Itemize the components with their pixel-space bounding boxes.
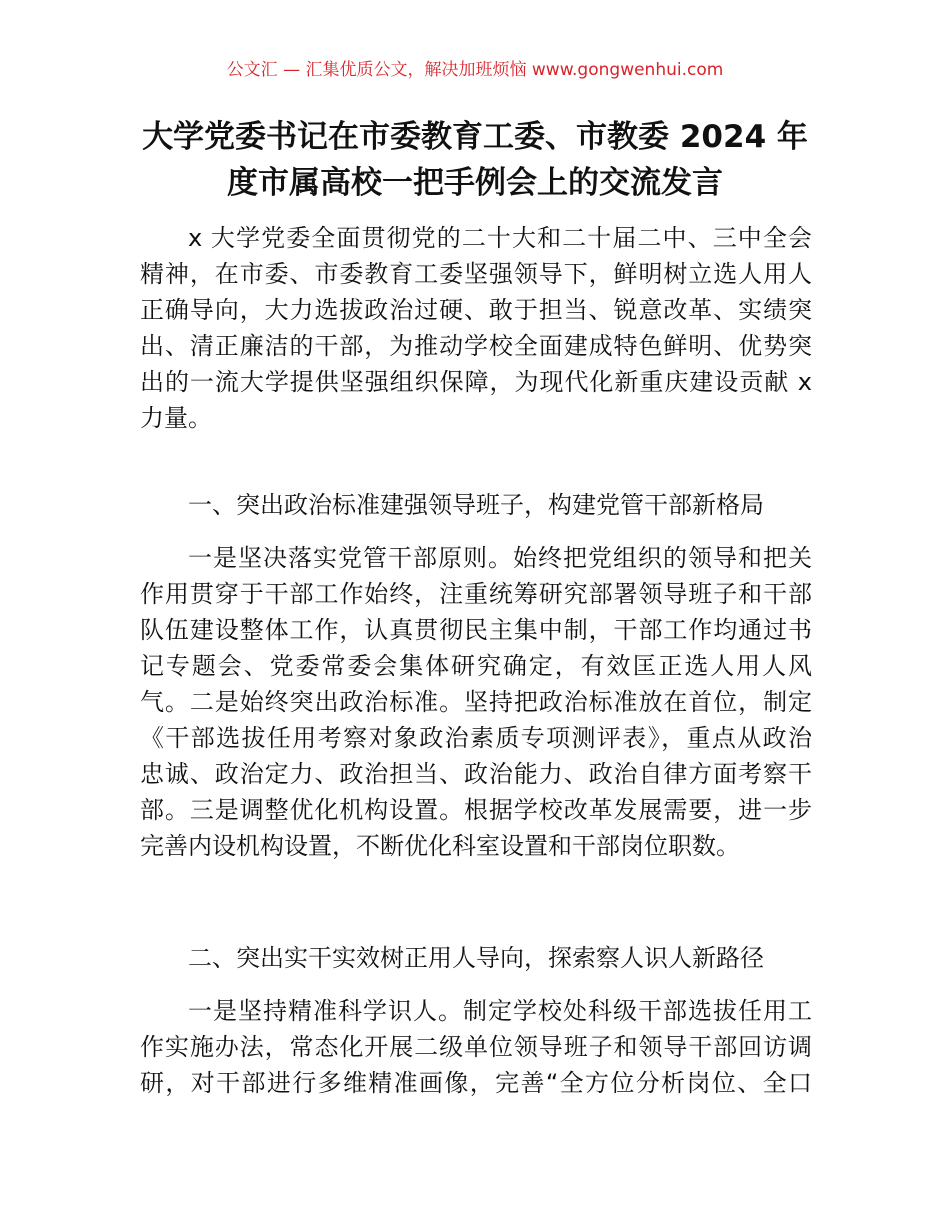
text-line: 忠诚、政治定力、政治担当、政治能力、政治自律方面考察干 [140,760,812,788]
paragraph-intro [140,220,812,436]
text-line: 一是坚决落实党管干部原则。始终把党组织的领导和把关 [188,544,812,572]
text-line: 记专题会、党委常委会集体研究确定，有效匡正选人用人风 [140,652,812,680]
text-line: 队伍建设整体工作，认真贯彻民主集中制，干部工作均通过书 [140,616,812,644]
text-line: 力量。 [140,404,212,432]
text-line: 研，对干部进行多维精准画像，完善“全方位分析岗位、全口 [140,1069,812,1097]
text-line: 气。二是始终突出政治标准。坚持把政治标准放在首位，制定 [140,688,812,716]
paragraph-section-2 [140,993,812,1101]
text-line: 出、清正廉洁的干部，为推动学校全面建成特色鲜明、优势突 [140,332,812,360]
section-heading-1 [140,487,812,523]
text-line: 部。三是调整优化机构设置。根据学校改革发展需要，进一步 [140,796,812,824]
text-line: 一、突出政治标准建强领导班子，构建党管干部新格局 [188,491,764,519]
document-title [120,114,830,206]
text-line: 出的一流大学提供坚强组织保障，为现代化新重庆建设贡献 x [140,368,812,396]
text-line: 完善内设机构设置，不断优化科室设置和干部岗位职数。 [140,832,740,860]
site-header-banner: 公文汇 — 汇集优质公文，解决加班烦恼 www.gongwenhui.com [226,60,724,80]
text-line: x 大学党委全面贯彻党的二十大和二十届二中、三中全会 [188,224,812,252]
text-line: 作用贯穿于干部工作始终，注重统筹研究部署领导班子和干部 [140,580,812,608]
text-line: 作实施办法，常态化开展二级单位领导班子和领导干部回访调 [140,1033,812,1061]
text-line: 二、突出实干实效树正用人导向，探索察人识人新路径 [188,944,764,972]
text-line: 精神，在市委、市委教育工委坚强领导下，鲜明树立选人用人 [140,260,812,288]
paragraph-section-1 [140,540,812,864]
title-line: 大学党委书记在市委教育工委、市教委 2024 年 [142,119,808,155]
text-line: 正确导向，大力选拔政治过硬、敢于担当、锐意改革、实绩突 [140,296,812,324]
section-heading-2 [140,940,812,976]
title-line: 度市属高校一把手例会上的交流发言 [227,165,723,201]
text-line: 《干部选拔任用考察对象政治素质专项测评表》，重点从政治 [140,724,812,752]
text-line: 一是坚持精准科学识人。制定学校处科级干部选拔任用工 [188,997,812,1025]
